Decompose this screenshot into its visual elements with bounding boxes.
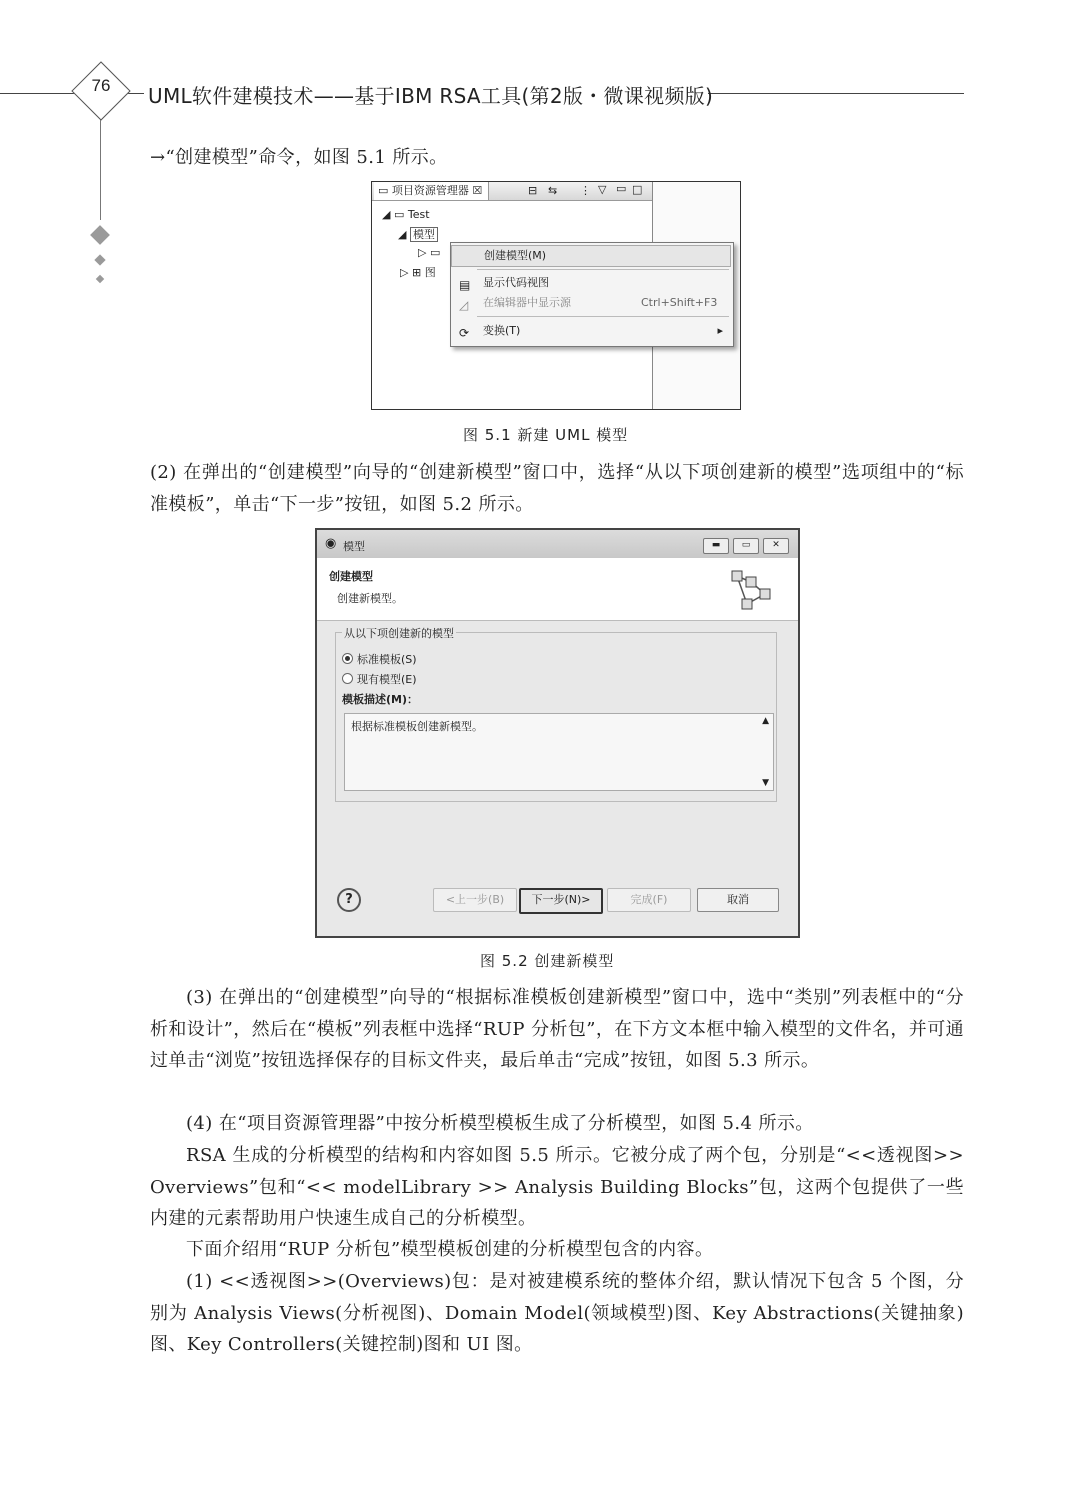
dialog-subheading: 创建新模型。 — [337, 592, 403, 605]
header-rule-right — [708, 93, 964, 94]
menu-item-transform[interactable] — [451, 321, 733, 341]
header-rule-left — [0, 93, 82, 94]
tree-row-diagram[interactable] — [400, 264, 436, 280]
model-folder-icon — [410, 227, 438, 242]
expand-arrow-icon: ◢ — [398, 228, 407, 241]
menu-label: 在编辑器中显示源 — [483, 296, 571, 309]
paragraph-3: (3) 在弹出的“创建模型”向导的“根据标准模板创建新模型”窗口中，选中“类别”列表框中的“分析和设计”，然后在“模板”列表框中选择“RUP 分析包”，在下方文本框中输入模型的文件名，并可通过单击“浏览”按钮选择保存的目标文件夹，最后单击“完成”按钮，如图 5.3 所示。 — [150, 987, 964, 1071]
intro-line: →“创建模型”命令，如图 5.1 所示。 — [150, 147, 448, 168]
radio-existing-model[interactable] — [342, 671, 417, 687]
filter-icon[interactable]: ⋮ — [580, 184, 591, 197]
menu-label: 创建模型(M) — [484, 249, 547, 262]
paragraph-overviews: (1) <<透视图>>(Overviews)包：是对被建模系统的整体介绍，默认情况下包含 5 个图，分别为 Analysis Views(分析视图)、Domain Model(领域模型)图、Key Abstractions(关键抽象)图、Key Controllers(关键控制)图和 UI 图。 — [150, 1271, 964, 1355]
paragraph-rsa-structure: RSA 生成的分析模型的结构和内容如图 5.5 所示。它被分成了两个包，分别是“<<透视图>> Overviews”包和“<< modelLibrary >> Analysis Building Blocks”包，这两个包提供了一些内建的元素帮助用户快速生成自己的分析模型。 — [150, 1145, 964, 1229]
maximize-icon[interactable]: □ — [632, 183, 643, 196]
decor-diamond-3 — [96, 275, 104, 283]
tree-label-diagram: 图 — [424, 266, 436, 279]
decor-vertical-line — [100, 115, 101, 220]
context-menu — [450, 242, 734, 347]
submenu-arrow-icon: ▸ — [717, 324, 723, 337]
transform-icon: ⟳ — [459, 326, 470, 340]
project-folder-icon: ▭ — [393, 208, 405, 221]
explorer-titlebar — [372, 182, 652, 201]
collapse-icon[interactable]: ⊟ — [528, 184, 538, 197]
back-button[interactable]: <上一步(B) — [433, 888, 517, 912]
tree-label-model: 模型 — [412, 228, 435, 241]
expand-arrow-icon: ◢ — [382, 208, 391, 221]
figure-5-1-screenshot — [371, 181, 741, 410]
radio-checked-icon — [342, 653, 353, 664]
description-textarea[interactable] — [344, 713, 774, 791]
menu-label: 显示代码视图 — [483, 276, 549, 289]
page-number: 76 — [91, 76, 111, 95]
menu-separator — [477, 316, 729, 317]
app-icon: ◉ — [325, 536, 337, 551]
paragraph-2: (2) 在弹出的“创建模型”向导的“创建新模型”窗口中，选择“从以下项创建新的模型”选项组中的“标准模板”，单击“下一步”按钮，如图 5.2 所示。 — [150, 462, 964, 515]
next-button[interactable]: 下一步(N)> — [519, 888, 603, 914]
template-group — [335, 627, 777, 802]
menu-separator — [477, 269, 729, 270]
figure-5-2-screenshot — [315, 528, 800, 938]
paragraph-intro-content: 下面介绍用“RUP 分析包”模型模板创建的分析模型包含的内容。 — [186, 1239, 714, 1260]
dialog-heading: 创建模型 — [329, 570, 373, 583]
description-text: 根据标准模板创建新模型。 — [351, 720, 483, 733]
package-icon: ▭ — [429, 246, 441, 259]
tree-row-child[interactable] — [418, 246, 440, 259]
option-standard-label: 标准模板(S) — [357, 653, 417, 666]
figure-5-2-caption: 图 5.2 创建新模型 — [480, 952, 615, 970]
radio-unchecked-icon — [342, 673, 353, 684]
tree-row-model[interactable] — [398, 226, 438, 242]
scroll-up-icon[interactable]: ▲ — [762, 716, 769, 726]
finish-button[interactable]: 完成(F) — [607, 888, 691, 912]
close-button[interactable]: ✕ — [763, 538, 789, 554]
dialog-titlebar — [317, 530, 798, 558]
help-icon[interactable]: ? — [337, 888, 361, 912]
diagram-icon: ⊞ — [411, 266, 422, 279]
paragraph-4: (4) 在“项目资源管理器”中按分析模型模板生成了分析模型，如图 5.4 所示。 — [186, 1113, 814, 1134]
view-menu-icon[interactable]: ▽ — [598, 183, 607, 196]
collapsed-arrow-icon: ▷ — [400, 266, 409, 279]
source-icon: ◿ — [459, 298, 469, 312]
model-wizard-icon — [727, 566, 775, 612]
minimize-icon[interactable]: ▭ — [616, 182, 627, 195]
code-view-icon: ▤ — [459, 278, 471, 292]
menu-label: 变换(T) — [483, 324, 521, 337]
folder-icon: ▭ — [378, 184, 389, 197]
option-existing-label: 现有模型(E) — [357, 673, 417, 686]
dialog-title: 模型 — [343, 540, 365, 553]
running-title: UML软件建模技术——基于IBM RSA工具(第2版・微课视频版) — [148, 84, 714, 108]
group-label: 从以下项创建新的模型 — [344, 627, 454, 640]
tree-row-test[interactable] — [382, 208, 430, 221]
figure-5-1-caption: 图 5.1 新建 UML 模型 — [463, 426, 629, 444]
description-label: 模板描述(M)： — [342, 693, 419, 706]
decor-diamond-2 — [94, 254, 105, 265]
collapsed-arrow-icon: ▷ — [418, 246, 427, 259]
menu-shortcut: Ctrl+Shift+F3 — [641, 296, 718, 309]
scroll-down-icon[interactable]: ▼ — [762, 778, 769, 788]
dialog-banner — [317, 558, 798, 621]
menu-item-show-source[interactable] — [451, 293, 733, 313]
explorer-tab-label: 项目资源管理器 ☒ — [391, 184, 483, 197]
minimize-button[interactable]: ▬ — [703, 538, 729, 554]
link-icon[interactable]: ⇆ — [548, 184, 558, 197]
menu-item-create-model[interactable] — [451, 245, 731, 267]
radio-standard-template[interactable] — [342, 651, 417, 667]
decor-diamond-1 — [90, 225, 110, 245]
menu-item-show-code[interactable] — [451, 273, 733, 293]
explorer-tab[interactable] — [374, 182, 489, 200]
tree-label-test: Test — [407, 208, 430, 221]
maximize-button[interactable]: ▭ — [733, 538, 759, 554]
cancel-button[interactable]: 取消 — [697, 888, 779, 912]
